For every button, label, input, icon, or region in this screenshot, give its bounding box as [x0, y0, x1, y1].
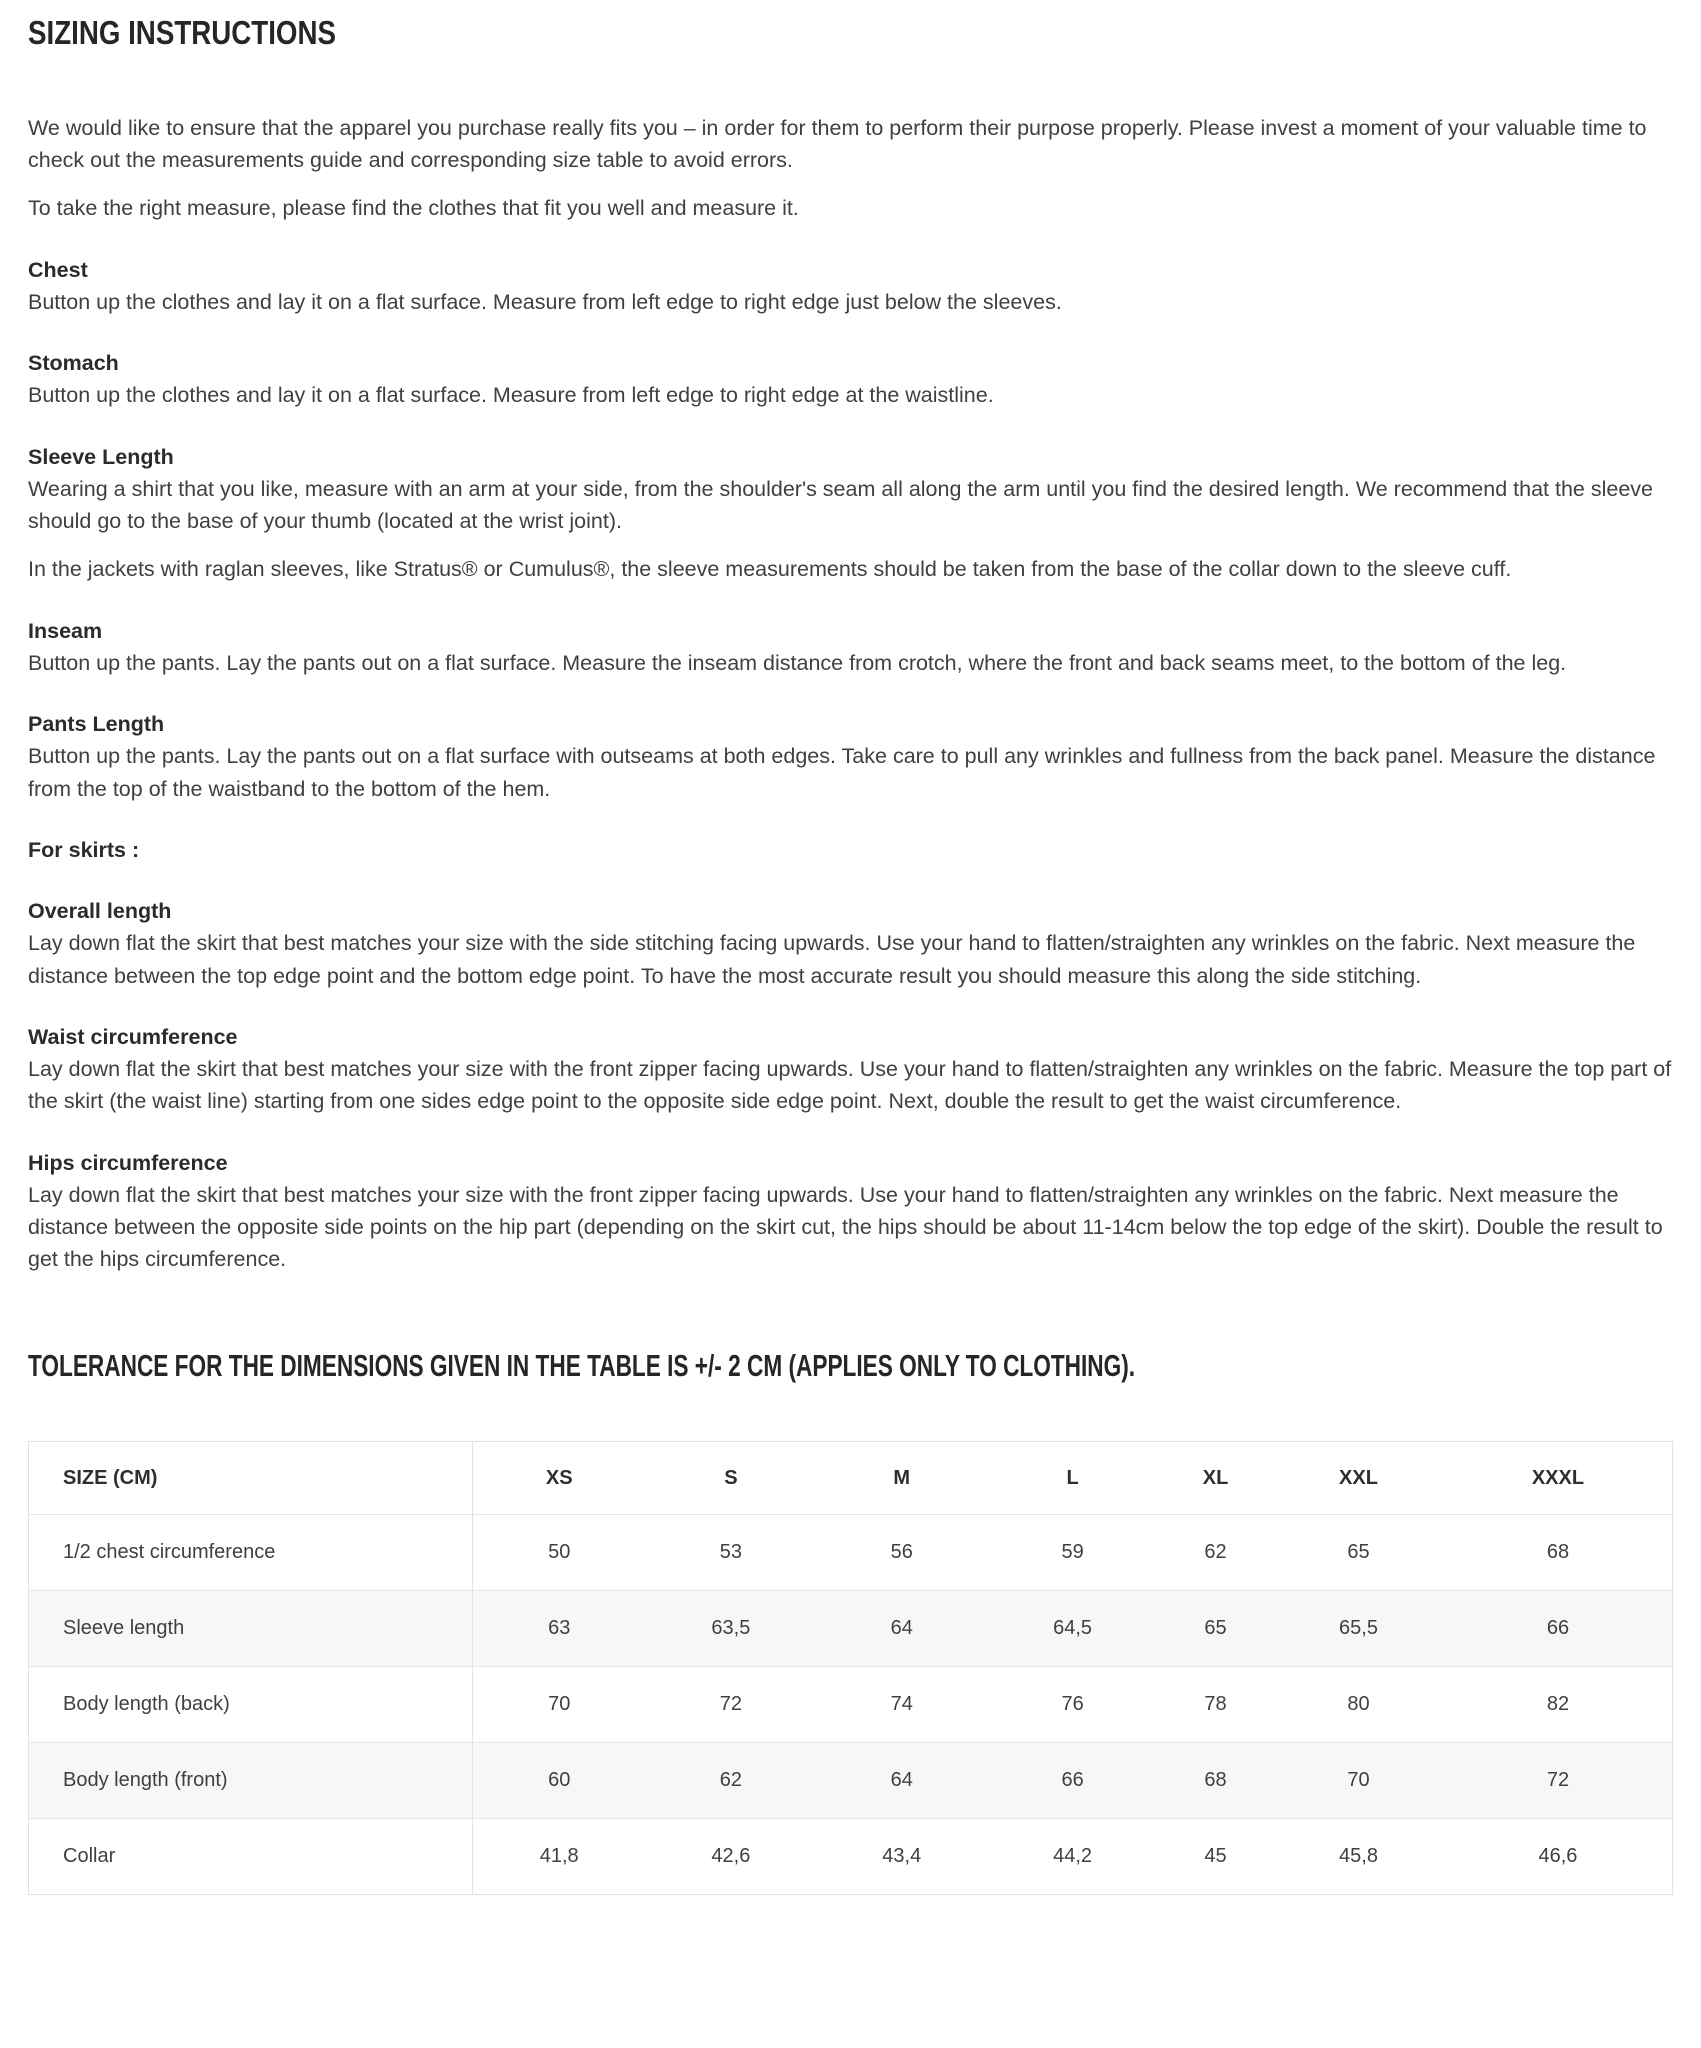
tolerance-heading	[28, 1348, 1673, 1384]
row-label: Body length (back)	[29, 1667, 473, 1743]
row-label: Body length (front)	[29, 1743, 473, 1819]
cell-value: 68	[1546, 1541, 1570, 1564]
table-row	[29, 1667, 1673, 1743]
tolerance-heading-text: TOLERANCE FOR THE DIMENSIONS GIVEN IN THE TABLE IS +/- 2 CM (APPLIES ONLY TO CLOTHING).	[28, 1347, 1136, 1383]
cell-value: 45	[1204, 1845, 1227, 1868]
cell-value: 43,4	[882, 1845, 922, 1868]
cell-value: 63	[548, 1617, 571, 1640]
cell-value: 68	[1204, 1769, 1227, 1792]
cell-value: 66	[1546, 1617, 1570, 1640]
table-row	[29, 1591, 1673, 1667]
paragraph: Button up the clothes and lay it on a flat surface. Measure from left edge to right edge at the waistline.	[28, 383, 994, 408]
section-heading: Sleeve Length	[28, 444, 174, 469]
paragraph: Button up the pants. Lay the pants out on a flat surface with outseams at both edges. Take care to pull any wrinkles and fullness from the back panel. Measure the distance from the top of the waistband to the bottom of the hem.	[28, 744, 1656, 801]
instructions-body	[28, 112, 1673, 1276]
paragraph: Lay down flat the skirt that best matches your size with the side stitching facing upwards. Use your hand to flatten/straighten any wrinkles on the fabric. Next measure the distance between the top edge point and the bottom edge point. To have the most accurate result you should measure this along the side stitching.	[28, 931, 1636, 988]
row-label: 1/2 chest circumference	[29, 1515, 473, 1591]
cell-value: 63,5	[711, 1617, 751, 1640]
cell-value: 64,5	[1053, 1617, 1093, 1640]
column-header: XXL	[1339, 1466, 1378, 1489]
cell-value: 70	[1347, 1769, 1370, 1792]
section-heading: Waist circumference	[28, 1024, 238, 1049]
section-heading: Overall length	[28, 899, 172, 924]
cell-value: 65	[1347, 1541, 1370, 1564]
size-table-header	[29, 1442, 1673, 1515]
paragraph: Lay down flat the skirt that best matches your size with the front zipper facing upwards. Use your hand to flatten/straighten any wrinkles on the fabric. Measure the top part of the skirt (the waist line) starting from one sides edge point to the opposite side edge point. Next, double the result to get the waist circumference.	[28, 1057, 1672, 1114]
paragraph: Wearing a shirt that you like, measure with an arm at your side, from the shoulder's seam all along the arm until you find the desired length. We recommend that the sleeve should go to the base of your thumb (located at the wrist joint).	[28, 476, 1653, 534]
column-header: XL	[1202, 1466, 1229, 1489]
paragraph: To take the right measure, please find the clothes that fit you well and measure it.	[28, 196, 799, 221]
section-heading: Inseam	[28, 618, 103, 643]
cell-value: 60	[548, 1769, 571, 1792]
cell-value: 41,8	[539, 1845, 579, 1868]
cell-value: 59	[1061, 1541, 1084, 1564]
page-title	[28, 14, 1673, 52]
cell-value: 46,6	[1538, 1845, 1578, 1868]
cell-value: 64	[890, 1769, 913, 1792]
cell-value: 50	[548, 1541, 571, 1564]
table-row	[29, 1515, 1673, 1591]
column-header: SIZE (CM)	[29, 1442, 473, 1515]
column-header: S	[724, 1466, 738, 1489]
section-heading: Chest	[28, 257, 88, 282]
cell-value: 80	[1347, 1693, 1370, 1716]
paragraph: Button up the clothes and lay it on a flat surface. Measure from left edge to right edge just below the sleeves.	[28, 289, 1062, 314]
paragraph: We would like to ensure that the apparel you purchase really fits you – in order for them to perform their purpose properly. Please invest a moment of your valuable time to check out the measurements guide and corresponding size table to avoid errors.	[28, 115, 1647, 173]
column-header: L	[1066, 1466, 1079, 1489]
paragraph: Lay down flat the skirt that best matches your size with the front zipper facing upwards. Use your hand to flatten/straighten any wrinkles on the fabric. Next measure the distance between the opposite side points on the hip part (depending on the skirt cut, the hips should be about 11-14cm below the top edge of the skirt). Double the result to get the hips circumference.	[28, 1182, 1663, 1272]
cell-value: 72	[1546, 1769, 1570, 1792]
page-title-text: SIZING INSTRUCTIONS	[28, 14, 337, 51]
section-heading: For skirts :	[28, 837, 140, 862]
row-label: Sleeve length	[29, 1591, 473, 1667]
size-table-body	[29, 1515, 1673, 1895]
section-heading: Hips circumference	[28, 1150, 228, 1175]
column-header: XS	[545, 1466, 573, 1489]
column-header: M	[893, 1466, 911, 1489]
cell-value: 42,6	[711, 1845, 751, 1868]
cell-value: 82	[1546, 1693, 1570, 1716]
cell-value: 45,8	[1339, 1845, 1378, 1868]
cell-value: 72	[719, 1693, 742, 1716]
cell-value: 65,5	[1339, 1617, 1378, 1640]
cell-value: 70	[548, 1693, 571, 1716]
cell-value: 74	[890, 1693, 913, 1716]
cell-value: 53	[719, 1541, 742, 1564]
cell-value: 44,2	[1053, 1845, 1093, 1868]
cell-value: 65	[1204, 1617, 1227, 1640]
table-row	[29, 1819, 1673, 1895]
sizing-instructions-page	[28, 14, 1673, 1895]
cell-value: 76	[1061, 1693, 1084, 1716]
paragraph: In the jackets with raglan sleeves, like Stratus® or Cumulus®, the sleeve measurements should be taken from the base of the collar down to the sleeve cuff.	[28, 557, 1512, 582]
column-header: XXXL	[1531, 1466, 1585, 1489]
cell-value: 62	[1204, 1541, 1227, 1564]
cell-value: 56	[890, 1541, 913, 1564]
paragraph: Button up the pants. Lay the pants out on a flat surface. Measure the inseam distance from crotch, where the front and back seams meet, to the bottom of the leg.	[28, 650, 1567, 675]
cell-value: 64	[890, 1617, 913, 1640]
section-heading: Stomach	[28, 351, 119, 376]
cell-value: 66	[1061, 1769, 1084, 1792]
cell-value: 78	[1204, 1693, 1227, 1716]
section-heading: Pants Length	[28, 712, 165, 737]
cell-value: 62	[719, 1769, 742, 1792]
size-table	[28, 1441, 1673, 1895]
row-label: Collar	[29, 1819, 473, 1895]
size-table-header-row	[29, 1442, 1673, 1515]
table-row	[29, 1743, 1673, 1819]
